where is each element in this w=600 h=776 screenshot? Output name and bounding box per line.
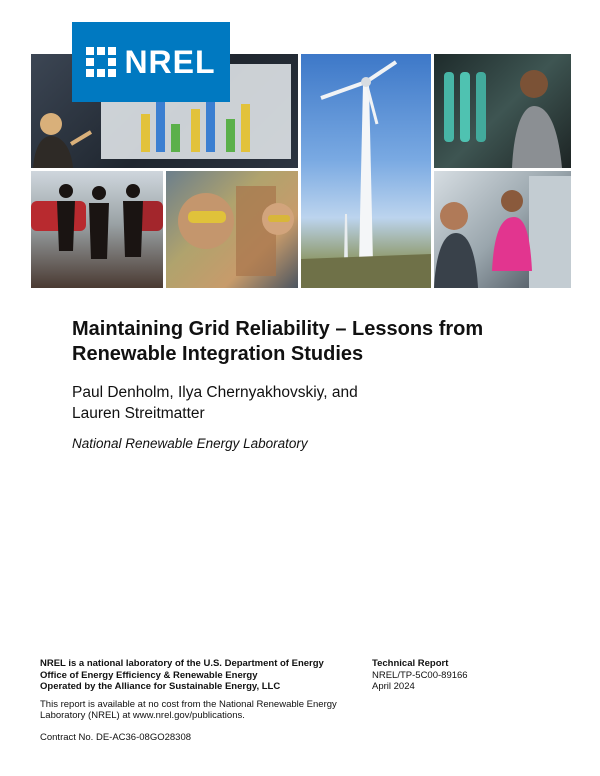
- photo-selfie-reflection: [166, 171, 298, 288]
- photo-wind-turbine: [301, 54, 431, 288]
- report-date: April 2024: [372, 681, 415, 692]
- photo-people-silhouettes: [31, 171, 163, 288]
- report-type: Technical Report: [372, 658, 449, 669]
- photo-lab-workers: [434, 171, 571, 288]
- report-authors: Paul Denholm, Ilya Chernyakhovskiy, and Lauren Streitmatter: [72, 384, 358, 422]
- logo-wordmark: NREL: [124, 43, 216, 80]
- nrel-logo: [72, 22, 230, 102]
- availability-note: This report is available at no cost from the National Renewable Energy Laboratory (NREL) at www.nrel.gov/publications.: [40, 698, 337, 721]
- report-number: NREL/TP-5C00-89166: [372, 669, 468, 681]
- report-info: [372, 658, 552, 693]
- footer-line-2: Office of Energy Efficiency & Renewable Energy: [40, 669, 258, 681]
- footer-statement: [40, 658, 360, 743]
- footer-line-1: NREL is a national laboratory of the U.S. Department of Energy: [40, 658, 324, 669]
- report-title: Maintaining Grid Reliability – Lessons from Renewable Integration Studies: [72, 318, 484, 365]
- footer-line-3: Operated by the Alliance for Sustainable Energy, LLC: [40, 681, 281, 692]
- report-affiliation: National Renewable Energy Laboratory: [72, 436, 308, 451]
- contract-number: Contract No. DE-AC36-08GO28308: [40, 731, 192, 743]
- nrel-logo-icon: [86, 47, 116, 77]
- photo-lab-technician: [434, 54, 571, 168]
